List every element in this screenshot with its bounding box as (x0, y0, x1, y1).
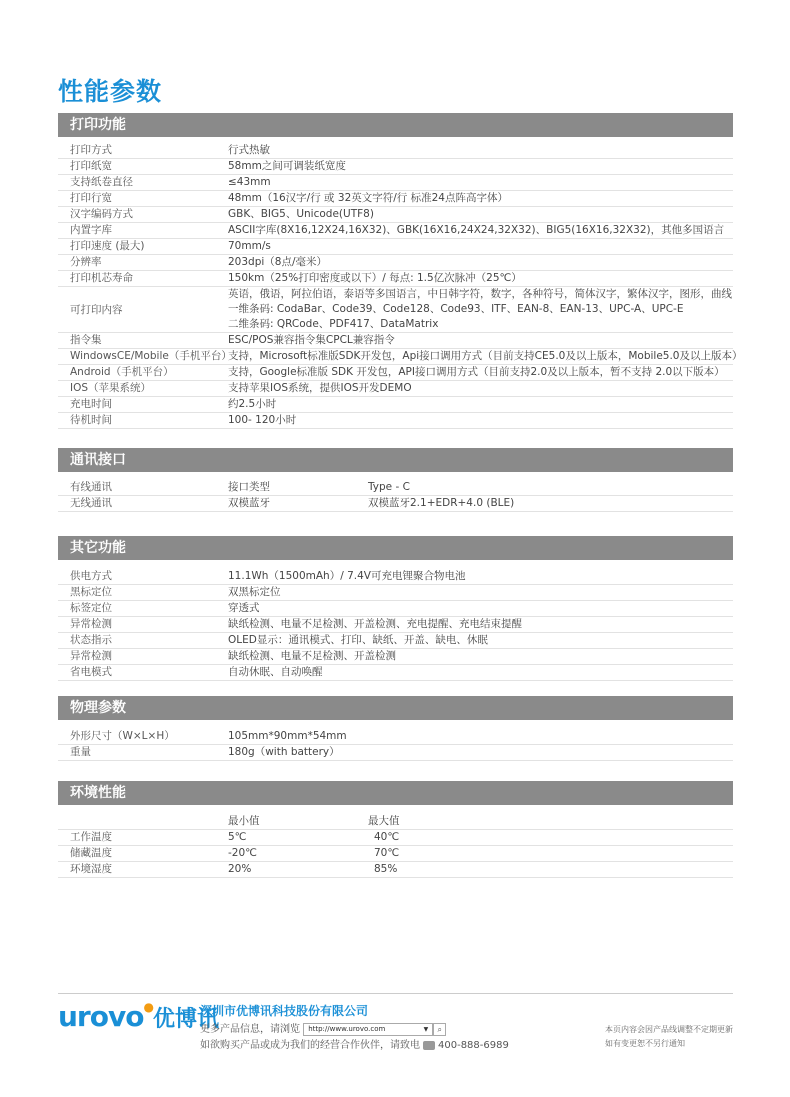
row-label: 分辨率 (70, 256, 102, 268)
row-label: 省电模式 (70, 666, 112, 678)
table-row (58, 413, 733, 429)
row-label: 内置字库 (70, 224, 112, 236)
row-value: 双黑标定位 (228, 586, 281, 598)
row-value: 支持，Microsoft标准版SDK开发包，Api接口调用方式（目前支持CE5.0及以上版本，Mobile5.0及以上版本） (228, 350, 743, 362)
table-row (58, 862, 733, 878)
section-physical (58, 696, 733, 761)
row-value-line: 二维条码: QRCode、PDF417、DataMatrix (228, 318, 439, 330)
row-label: 有线通讯 (70, 481, 112, 493)
row-value: 支持，Google标准版 SDK 开发包，API接口调用方式（目前支持2.0及以上版本，暂不支持 2.0以下版本） (228, 366, 725, 378)
table-row (58, 191, 733, 207)
row-value: 180g（with battery） (228, 746, 340, 758)
table-row (58, 617, 733, 633)
table-row (58, 159, 733, 175)
row-type: 双模蓝牙 (228, 497, 270, 509)
row-value: ASCII字库(8X16,12X24,16X32)、GBK(16X16,24X24,32X32)、BIG5(16X16,32X32)，其他多国语言 (228, 224, 725, 236)
phone-number: 400-888-6989 (438, 1040, 509, 1051)
table-row (58, 830, 733, 846)
col-header-max: 最大值 (368, 815, 400, 827)
env-rows (58, 814, 733, 878)
row-value: ESC/POS兼容指令集CPCL兼容指令 (228, 334, 395, 346)
row-value-line: 英语，俄语，阿拉伯语，泰语等多国语言，中日韩字符，数字，各种符号，简体汉字，繁体汉字，图形，曲线 (228, 288, 732, 300)
row-value: 150km（25%打印密度或以下）/ 每点: 1.5亿次脉冲（25℃） (228, 272, 522, 284)
row-value: OLED显示：通讯模式、打印、缺纸、开盖、缺电、休眠 (228, 634, 488, 646)
print-rows (58, 143, 743, 429)
urovo-logo (58, 1000, 219, 1033)
row-label: IOS（苹果系统） (70, 382, 152, 394)
row-value: 双模蓝牙2.1+EDR+4.0 (BLE) (368, 497, 515, 509)
table-row (58, 271, 733, 287)
section-header-env: 环境性能 (58, 781, 733, 805)
row-value: 105mm*90mm*54mm (228, 730, 347, 742)
table-row (58, 665, 733, 681)
section-env (58, 781, 733, 878)
row-label: 打印纸宽 (70, 160, 112, 172)
url-field[interactable] (303, 1023, 433, 1036)
row-label: 汉字编码方式 (70, 208, 133, 220)
row-label: 指令集 (70, 334, 102, 346)
footer-line-website (200, 1020, 446, 1036)
disclaimer-line-1: 本页内容会因产品线调整不定期更新 (605, 1025, 733, 1034)
table-row (58, 729, 733, 745)
row-min: 20% (228, 863, 252, 875)
col-header-min: 最小值 (228, 815, 260, 827)
row-label: 异常检测 (70, 650, 112, 662)
table-row (58, 175, 733, 191)
row-max: 85% (374, 863, 398, 875)
row-value: 自动休眠、自动唤醒 (228, 666, 323, 678)
table-row (58, 143, 733, 159)
page-title: 性能参数 (58, 77, 163, 106)
row-label: 打印速度 (最大) (70, 240, 145, 252)
row-type: 接口类型 (228, 481, 270, 493)
table-row (58, 846, 733, 862)
row-value: Type - C (368, 481, 410, 493)
row-value: 约2.5小时 (228, 398, 277, 410)
logo-text: urovo (58, 1000, 144, 1033)
disclaimer-line-2: 如有变更恕不另行通知 (605, 1039, 685, 1048)
table-row (58, 397, 733, 413)
table-row (58, 365, 733, 381)
physical-rows (58, 729, 733, 761)
row-label: 工作温度 (70, 831, 112, 843)
table-row-printable (58, 287, 733, 333)
row-label: 环境湿度 (70, 863, 112, 875)
row-min: -20℃ (228, 847, 257, 859)
table-header-row (58, 814, 733, 830)
website-prefix: 更多产品信息，请浏览 (200, 1024, 300, 1035)
row-label: 无线通讯 (70, 497, 112, 509)
row-value: 缺纸检测、电量不足检测、开盖检测 (228, 650, 396, 662)
table-row (58, 480, 733, 496)
row-label: 标签定位 (70, 602, 112, 614)
table-row (58, 255, 733, 271)
row-label: 异常检测 (70, 618, 112, 630)
row-max: 70℃ (374, 847, 400, 859)
table-row (58, 239, 733, 255)
section-print (58, 113, 743, 429)
section-header-print: 打印功能 (58, 113, 733, 137)
row-label: Android（手机平台） (70, 366, 174, 378)
row-value: 缺纸检测、电量不足检测、开盖检测、充电提醒、充电结束提醒 (228, 618, 522, 630)
row-label: 重量 (70, 746, 91, 758)
row-label: 充电时间 (70, 398, 112, 410)
url-text: http://www.urovo.com (308, 1024, 386, 1033)
section-header-physical: 物理参数 (58, 696, 733, 720)
row-value: 203dpi（8点/毫米） (228, 256, 328, 268)
row-value: 48mm（16汉字/行 或 32英文字符/行 标准24点阵高字体） (228, 192, 508, 204)
table-row (58, 381, 733, 397)
row-value: 穿透式 (228, 602, 260, 614)
phone-icon (423, 1041, 435, 1050)
row-value: 行式热敏 (228, 144, 270, 156)
row-value: 58mm之间可调装纸宽度 (228, 160, 346, 172)
table-row (58, 496, 733, 512)
table-row (58, 745, 733, 761)
comm-rows (58, 480, 733, 512)
row-label: 打印机芯寿命 (70, 272, 133, 284)
row-label: 储藏温度 (70, 847, 112, 859)
row-label: 可打印内容 (70, 304, 123, 316)
row-value-line: 一维条码: CodaBar、Code39、Code128、Code93、ITF、EAN-8、EAN-13、UPC-A、UPC-E (228, 303, 684, 315)
row-label: 打印方式 (70, 144, 112, 156)
row-value: 70mm/s (228, 240, 271, 252)
table-row (58, 223, 733, 239)
other-rows (58, 569, 733, 681)
logo-cn: 优博讯 (152, 1007, 219, 1032)
row-label: 打印行宽 (70, 192, 112, 204)
row-label: 外形尺寸（W×L×H） (70, 730, 175, 742)
phone-prefix: 如欲购买产品或成为我们的经营合作伙伴，请致电 (200, 1040, 420, 1051)
company-name: 深圳市优博讯科技股份有限公司 (200, 1004, 369, 1018)
section-header-comm: 通讯接口 (58, 448, 733, 472)
table-row (58, 207, 733, 223)
table-row (58, 601, 733, 617)
row-max: 40℃ (374, 831, 400, 843)
row-label: 支持纸卷直径 (70, 176, 133, 188)
section-other (58, 536, 733, 681)
table-row (58, 633, 733, 649)
row-label: 待机时间 (70, 414, 112, 426)
section-comm (58, 448, 733, 512)
row-label: 供电方式 (70, 570, 112, 582)
table-row (58, 349, 743, 365)
table-row (58, 333, 733, 349)
row-label: 状态指示 (70, 634, 112, 646)
row-label: WindowsCE/Mobile（手机平台） (70, 350, 232, 362)
row-min: 5℃ (228, 831, 247, 843)
footer-divider (58, 993, 733, 994)
table-row (58, 569, 733, 585)
search-icon[interactable]: ⌕ (433, 1023, 446, 1036)
row-value: 支持苹果IOS系统，提供IOS开发DEMO (228, 382, 412, 394)
row-value: 11.1Wh（1500mAh）/ 7.4V可充电锂聚合物电池 (228, 570, 466, 582)
row-label: 黑标定位 (70, 586, 112, 598)
table-row (58, 585, 733, 601)
row-value: GBK、BIG5、Unicode(UTF8) (228, 208, 374, 220)
dropdown-arrow-icon: ▼ (423, 1025, 429, 1033)
footer-line-phone (200, 1036, 509, 1051)
row-value: 100- 120小时 (228, 414, 297, 426)
row-value: ≤43mm (228, 176, 271, 188)
registered-mark-icon: ● (143, 1000, 153, 1014)
section-header-other: 其它功能 (58, 536, 733, 560)
table-row (58, 649, 733, 665)
